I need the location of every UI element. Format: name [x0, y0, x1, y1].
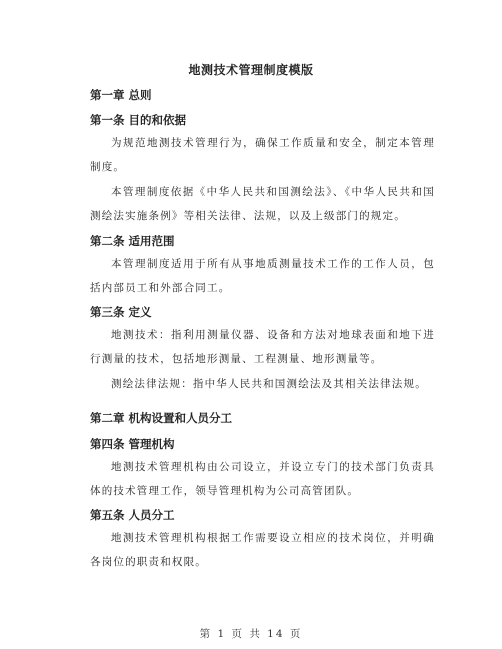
article-3-paragraph-1: 地测技术：指利用测量仪器、设备和方法对地球表面和地下进行测量的技术，包括地形测量、工程测量、地形测量等。 — [90, 329, 435, 365]
article-1-paragraph-1: 为规范地测技术管理行为，确保工作质量和安全，制定本管理制度。 — [90, 137, 435, 173]
article-5-heading: 第五条 人员分工 — [90, 508, 175, 522]
page-number-footer: 第 1 页 共 14 页 — [199, 628, 303, 640]
chapter-2-heading: 第二章 机构设置和人员分工 — [90, 411, 233, 425]
article-1-heading: 第一条 目的和依据 — [90, 113, 187, 127]
chapter-1-heading: 第一章 总则 — [90, 88, 152, 102]
document-title: 地测技术管理制度模版 — [188, 63, 314, 77]
article-5-paragraph-1: 地测技术管理机构根据工作需要设立相应的技术岗位，并明确各岗位的职责和权限。 — [90, 532, 435, 568]
article-3-heading: 第三条 定义 — [90, 305, 152, 319]
article-3-paragraph-2: 测绘法律法规：指中华人民共和国测绘法及其相关法律法规。 — [111, 378, 427, 390]
article-2-heading: 第二条 适用范围 — [90, 234, 175, 248]
article-4-paragraph-1: 地测技术管理机构由公司设立，并设立专门的技术部门负责具体的技术管理工作，领导管理机构为公司高管团队。 — [90, 461, 435, 497]
article-2-paragraph-1: 本管理制度适用于所有从事地质测量技术工作的工作人员，包括内部员工和外部合同工。 — [90, 258, 435, 294]
article-1-paragraph-2: 本管理制度依据《中华人民共和国测绘法》、《中华人民共和国测绘法实施条例》等相关法律、法规，以及上级部门的规定。 — [90, 186, 435, 222]
article-4-heading: 第四条 管理机构 — [90, 437, 175, 451]
